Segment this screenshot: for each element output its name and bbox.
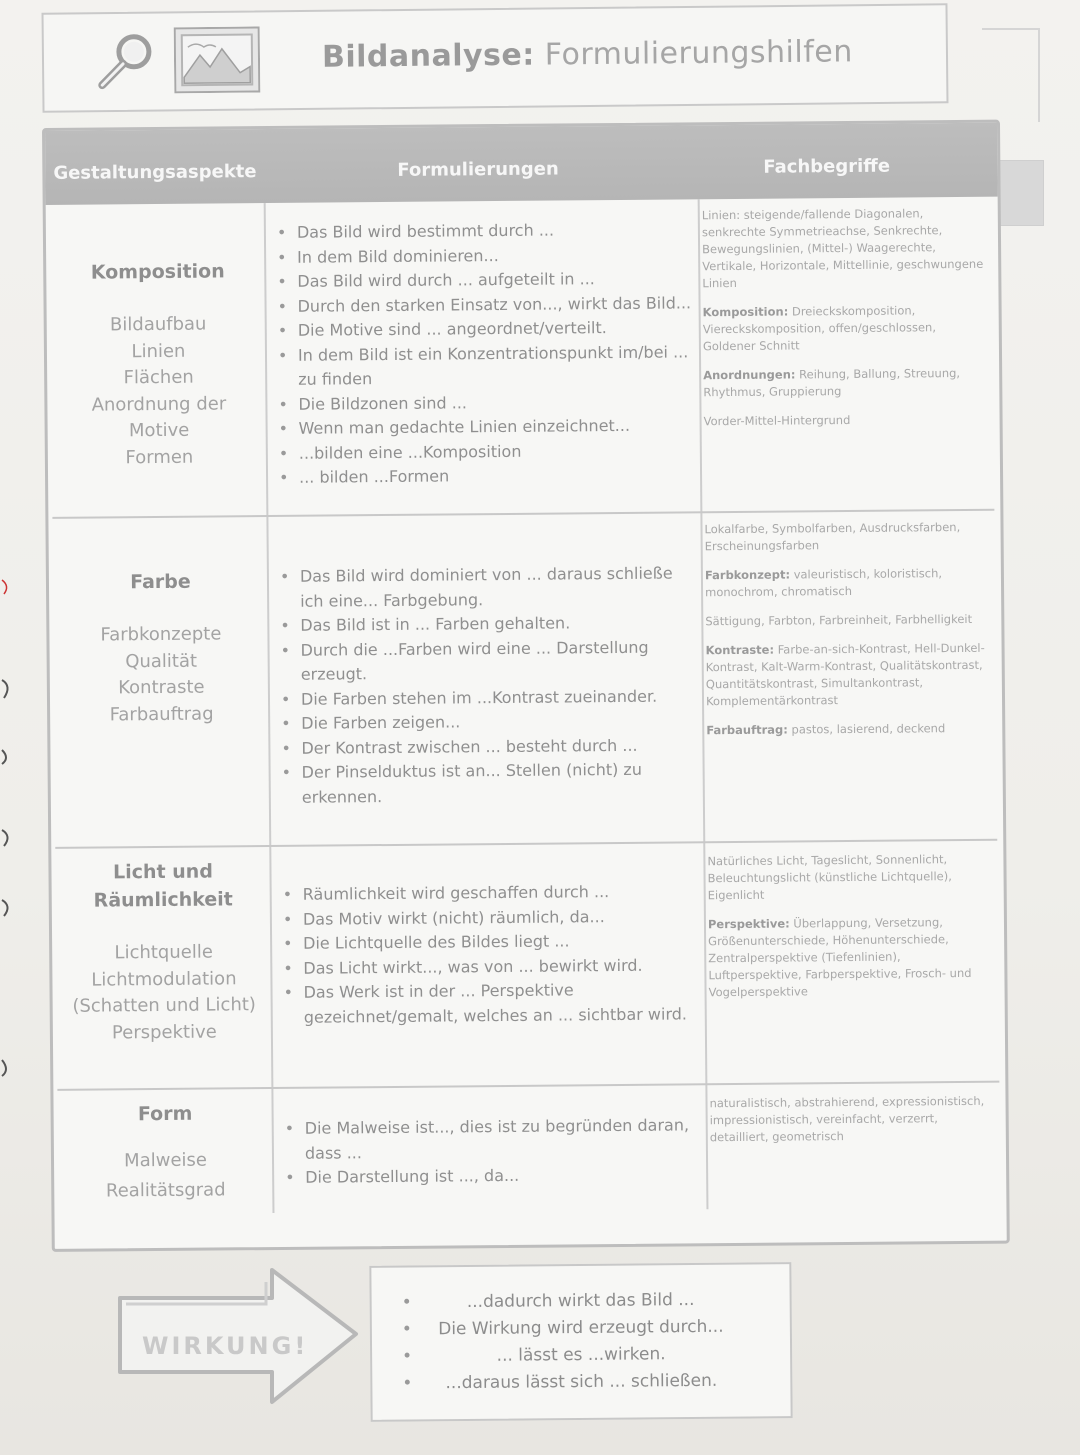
term-text: Lokalfarbe, Symbolfarben, Ausdrucksfarben, Erscheinungsfarben (704, 520, 961, 554)
title-banner (42, 3, 949, 112)
decorative-corner-line (982, 28, 1040, 122)
aspect-cell (53, 567, 269, 729)
term-text: Reihung, Ballung, Streuung, Rhythmus, Gruppierung (703, 365, 961, 400)
subtopic: Realitätsgrad (105, 1179, 226, 1202)
page-title (322, 34, 853, 75)
aspect-cell (57, 1099, 273, 1207)
subtopic: Flächen (123, 366, 194, 389)
term-label: Perspektive: (707, 916, 790, 932)
term-text: Natürliches Licht, Tageslicht, Sonnenlicht, Beleuchtungslicht (künstliche Lichtquelle), Eigenlicht (707, 852, 952, 903)
phrase-item: • ...bilden eine ...Komposition (299, 438, 697, 466)
wirkung-arrow-icon (112, 1264, 362, 1414)
subtopic: Qualität (125, 650, 198, 672)
side-tab (994, 160, 1044, 226)
phrase-item: • Die Lichtquelle des Bildes liegt ... (303, 928, 701, 956)
framed-picture-icon (174, 26, 261, 97)
subtopic: Motive (128, 419, 190, 442)
term-text: valeuristisch, koloristisch, monochrom, chromatisch (705, 566, 943, 600)
subtopic: (Schatten und Licht) (72, 994, 256, 1017)
term-label: Komposition: (702, 304, 789, 320)
term-text: Sättigung, Farbton, Farbreinheit, Farbhelligkeit (705, 611, 973, 629)
phrase-item: • Das Motiv wirkt (nicht) räumlich, da... (303, 904, 701, 932)
phrase-item: • Durch den starken Einsatz von..., wirkt das Bild... (297, 291, 695, 319)
term-text: naturalistisch, abstrahierend, expressionistisch, impressionistisch, vereinfacht, verzerrt, detailliert, geometrisch (709, 1093, 985, 1145)
term-group (706, 720, 992, 739)
aspect-subtopics (58, 1145, 274, 1207)
title-bold: Bildanalyse: (321, 37, 535, 75)
subtopic: Perspektive (111, 1021, 217, 1043)
aspect-title: Form (137, 1102, 193, 1126)
table-row-form (57, 1081, 1000, 1211)
terms-cell (702, 205, 990, 442)
aspect-subtopics (56, 939, 272, 1047)
phrase-item: • Das Licht wirkt..., was von ... bewirkt wird. (303, 953, 701, 981)
margin-pen-marks (0, 500, 14, 1140)
term-group (706, 640, 993, 710)
term-text: Überlappung, Versetzung, Größenunterschiede, Höhenunterschiede, Zentralperspektive (Tiefenlinien), Luftperspektive, Farbperspektive, Frosch- und Vogelperspektive (708, 915, 972, 1000)
subtopic: Malweise (124, 1149, 208, 1172)
subtopic: Anordnung der (91, 392, 227, 416)
magnifier-icon (96, 30, 161, 97)
phrase-item: • Die Farben stehen im ...Kontrast zueinander. (301, 684, 699, 712)
phrases-cell (283, 1113, 704, 1190)
term-group (703, 302, 989, 355)
phrase-item: • In dem Bild dominieren... (297, 242, 695, 270)
phrase-item: • ... bilden ...Formen (299, 462, 697, 490)
term-group (707, 851, 993, 904)
phrase-item: • Durch die ...Farben wird eine ... Darstellung erzeugt. (300, 635, 698, 687)
subtopic: Linien (131, 340, 186, 362)
subtopic: Lichtquelle (114, 941, 213, 964)
term-group (705, 565, 991, 601)
phrase-item: • Das Bild wird durch ... aufgeteilt in ... (297, 266, 695, 294)
wirkung-phrase: • Die Wirkung wird erzeugt durch... (372, 1313, 790, 1344)
table-row-farbe (52, 509, 997, 849)
phrase-item: • Die Motive sind ... angeordnet/verteilt. (298, 315, 696, 343)
phrase-item: • Das Bild wird dominiert von ... daraus schließe ich eine... Farbgebung. (300, 561, 698, 613)
phrase-item: • Die Bildzonen sind ... (298, 389, 696, 417)
wirkung-box (369, 1262, 792, 1422)
term-group (705, 611, 991, 630)
phrases-cell (281, 879, 702, 1030)
subtopic: Kontraste (118, 676, 205, 699)
wirkung-arrow-label: WIRKUNG! (142, 1332, 309, 1360)
term-group (708, 914, 995, 1001)
subtopic: Lichtmodulation (91, 967, 237, 991)
aspect-cell (50, 257, 267, 472)
subtopic: Farbkonzepte (100, 623, 222, 646)
wirkung-phrase: • ...dadurch wirkt das Bild ... (372, 1286, 790, 1317)
phrases-cell (275, 217, 697, 490)
phrase-item: • Das Bild wird bestimmt durch ... (297, 217, 695, 245)
phrase-item: • Der Kontrast zwischen ... besteht durch ... (301, 733, 699, 761)
term-group (704, 519, 990, 555)
phrase-item: • Räumlichkeit wird geschaffen durch ... (303, 879, 701, 907)
title-rest: Formulierungshilfen (534, 34, 853, 73)
phrase-item: • Die Darstellung ist ..., da... (305, 1162, 703, 1190)
table-row-licht (55, 839, 999, 1091)
header-gestaltungsaspekte: Gestaltungsaspekte (53, 161, 257, 184)
table-row-komposition (50, 197, 995, 517)
term-label: Farbauftrag: (706, 722, 788, 738)
phrase-item: • Das Werk ist in der ... Perspektive gezeichnet/gemalt, welches an ... sichtbar wird. (303, 977, 701, 1029)
term-text: pastos, lasierend, deckend (787, 721, 946, 737)
header-fachbegriffe: Fachbegriffe (763, 155, 891, 178)
phrase-item: • Wenn man gedachte Linien einzeichnet... (299, 413, 697, 441)
aspect-subtopics (53, 621, 269, 729)
terms-cell (707, 851, 994, 1013)
header-formulierungen: Formulierungen (397, 158, 559, 181)
term-group (702, 205, 989, 292)
aspect-cell (55, 857, 272, 1047)
term-text: Dreieckskomposition, Viereckskomposition, offen/geschlossen, Goldener Schnitt (702, 303, 937, 354)
term-label: Anordnungen: (703, 367, 796, 383)
term-group (703, 365, 989, 401)
wirkung-phrase: • ...daraus lässt sich ... schließen. (372, 1367, 790, 1398)
term-text: Linien: steigende/fallende Diagonalen, senkrechte Symmetrieachse, Senkrechte, Bewegungslinien, (Mittel-) Waagerechte, Vertikale, Horizontale, Mittellinie, geschwungene Linien (701, 206, 984, 291)
wirkung-phrase: • ... lässt es ...wirken. (372, 1340, 790, 1371)
aspect-subtopics (51, 311, 267, 472)
term-text: Farbe-an-sich-Kontrast, Hell-Dunkel-Kontrast, Kalt-Warm-Kontrast, Qualitätskontrast, Quantitätskontrast, Simultankontrast, Komplementärkontrast (705, 640, 985, 709)
term-text: Vorder-Mittel-Hintergrund (703, 412, 851, 429)
analysis-table (42, 120, 1010, 1252)
phrases-cell (278, 561, 700, 810)
phrase-item: • Der Pinselduktus ist an... Stellen (nicht) zu erkennen. (302, 757, 700, 809)
term-group (709, 1093, 995, 1146)
terms-cell (704, 519, 992, 751)
phrase-item: • Das Bild ist in ... Farben gehalten. (300, 610, 698, 638)
table-header (45, 123, 998, 205)
term-label: Kontraste: (705, 642, 775, 658)
aspect-title: Komposition (90, 260, 225, 284)
phrase-item: • In dem Bild ist ein Konzentrationspunkt im/bei ... zu finden (298, 340, 696, 392)
phrase-item: • Die Farben zeigen... (301, 708, 699, 736)
subtopic: Bildaufbau (109, 313, 207, 336)
aspect-title: Licht und Räumlichkeit (93, 860, 233, 912)
subtopic: Farbauftrag (109, 703, 214, 725)
subtopic: Formen (125, 446, 194, 468)
terms-cell (709, 1093, 996, 1158)
term-label: Farbkonzept: (704, 567, 791, 583)
phrase-item: • Die Malweise ist..., dies ist zu begründen daran, dass ... (305, 1113, 703, 1165)
term-group (704, 411, 990, 430)
aspect-title: Farbe (130, 570, 191, 594)
